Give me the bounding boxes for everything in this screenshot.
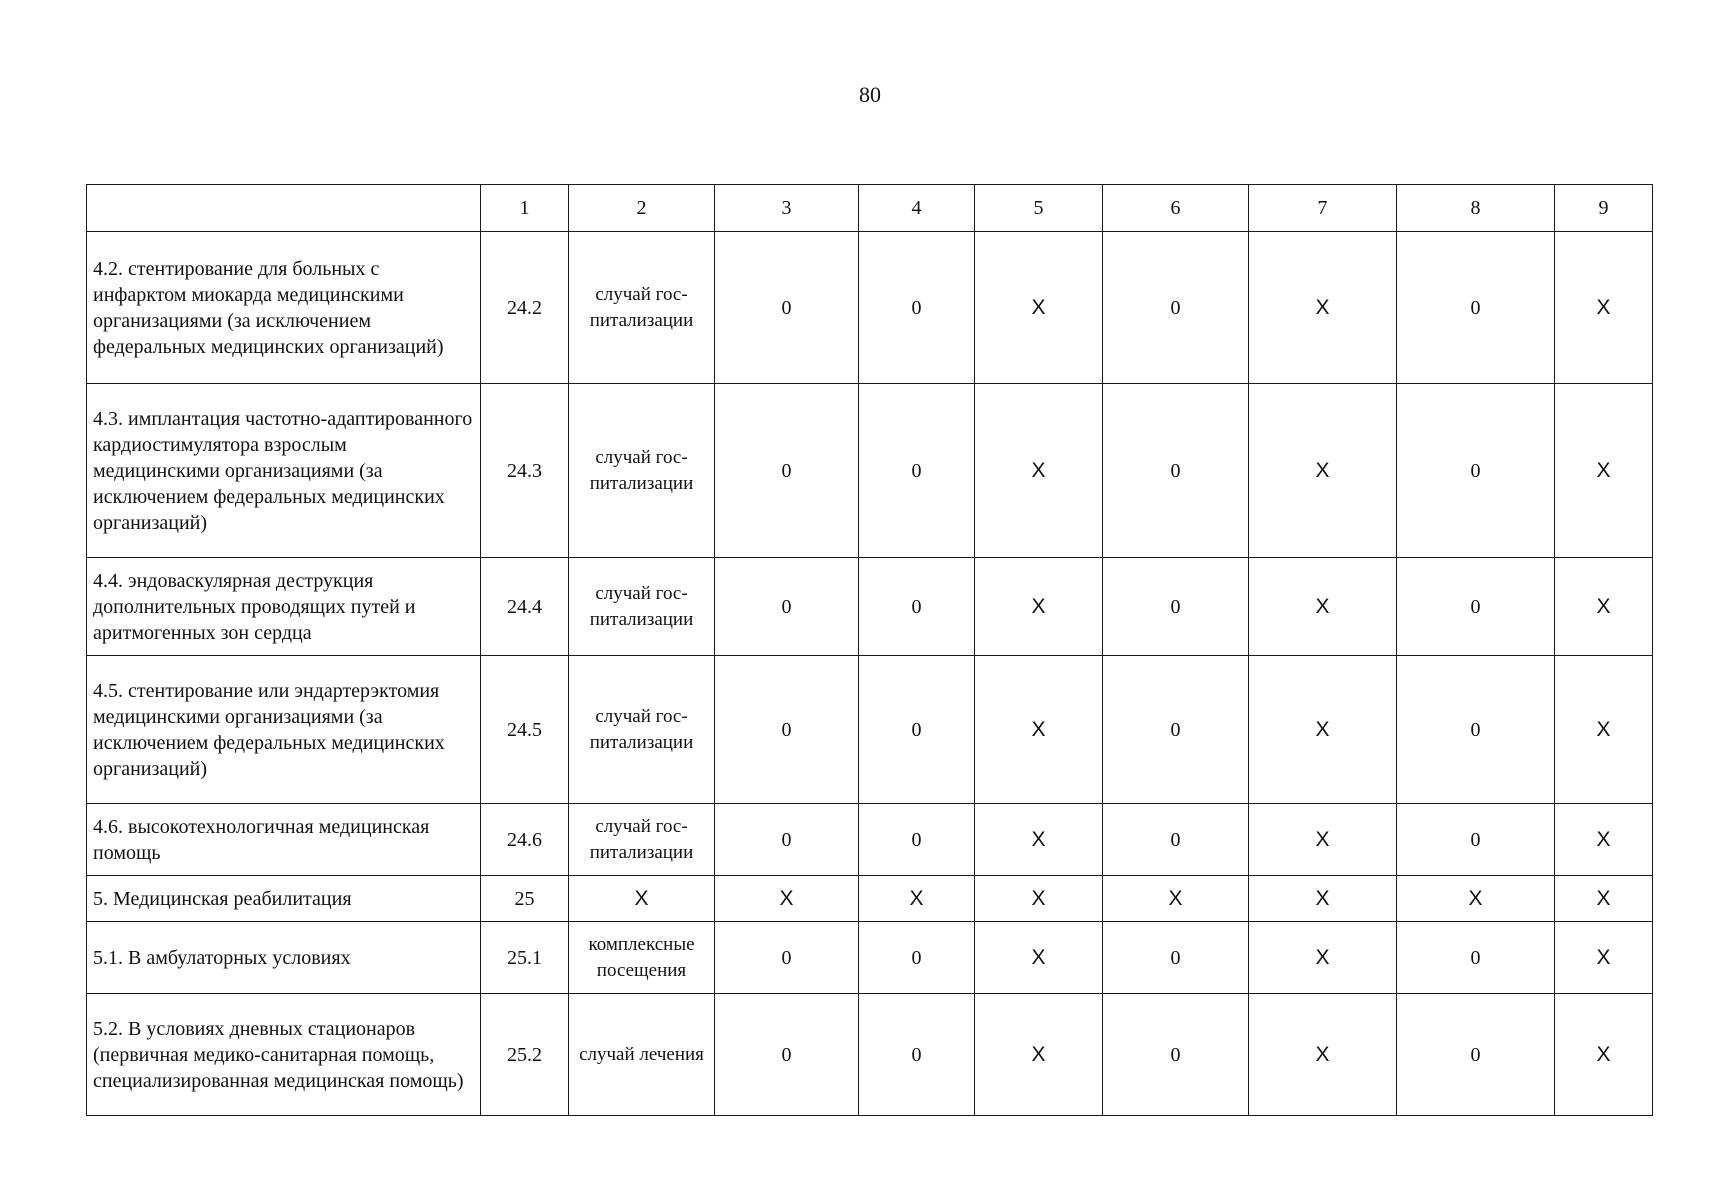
unit-text: случай гос-питализации [589, 582, 694, 630]
cell-col8: 0 [1397, 922, 1555, 994]
table-row [87, 922, 1653, 994]
cell-col4: 0 [859, 804, 975, 876]
cell-col9: X [1555, 232, 1653, 384]
cell-col9: X [1555, 384, 1653, 558]
cell-col3: 0 [715, 804, 859, 876]
cell-col4: 0 [859, 232, 975, 384]
cell-col3: 0 [715, 994, 859, 1116]
header-cell-1: 1 [481, 185, 569, 232]
cell-col6: X [1103, 876, 1249, 922]
cell-col9: X [1555, 558, 1653, 656]
row-code: 24.6 [481, 804, 569, 876]
row-unit [569, 656, 715, 804]
row-description: 4.6. высокотехнологичная медицинская помощь [87, 804, 481, 876]
cell-col7: X [1249, 558, 1397, 656]
header-cell-8: 8 [1397, 185, 1555, 232]
cell-col3: 0 [715, 922, 859, 994]
row-unit [569, 558, 715, 656]
table-row [87, 804, 1653, 876]
header-cell-6: 6 [1103, 185, 1249, 232]
cell-col5: X [975, 656, 1103, 804]
cell-col4: 0 [859, 922, 975, 994]
table-row [87, 876, 1653, 922]
cell-col9: X [1555, 922, 1653, 994]
cell-col8: 0 [1397, 804, 1555, 876]
cell-col6: 0 [1103, 656, 1249, 804]
cell-col7: X [1249, 994, 1397, 1116]
cell-col4: 0 [859, 558, 975, 656]
cell-col8: 0 [1397, 384, 1555, 558]
cell-col3: 0 [715, 558, 859, 656]
cell-col6: 0 [1103, 922, 1249, 994]
cell-col8: 0 [1397, 558, 1555, 656]
cell-col3: 0 [715, 384, 859, 558]
cell-col9: X [1555, 994, 1653, 1116]
header-cell-7: 7 [1249, 185, 1397, 232]
cell-col5: X [975, 922, 1103, 994]
table-row [87, 558, 1653, 656]
cell-col4: 0 [859, 994, 975, 1116]
cell-col9: X [1555, 804, 1653, 876]
table-row [87, 656, 1653, 804]
cell-col3: X [715, 876, 859, 922]
row-description: 4.2. стентирование для больных с инфарктом миокарда медицинскими организациями (за исключением федеральных медицинских организаций) [87, 232, 481, 384]
header-cell-4: 4 [859, 185, 975, 232]
row-description: 5.2. В условиях дневных стационаров (первичная медико-санитарная помощь, специализированная медицинская помощь) [87, 994, 481, 1116]
cell-col4: 0 [859, 656, 975, 804]
row-code: 25.2 [481, 994, 569, 1116]
page-number: 80 [859, 82, 881, 107]
row-description: 4.3. имплантация частотно-адаптированного кардиостимулятора взрослым медицинскими организациями (за исключением федеральных медицинских организаций) [87, 384, 481, 558]
unit-text: случай гос-питализации [589, 283, 694, 331]
row-unit [569, 994, 715, 1116]
cell-col7: X [1249, 384, 1397, 558]
row-description: 5.1. В амбулаторных условиях [87, 922, 481, 994]
table-row [87, 994, 1653, 1116]
cell-col6: 0 [1103, 994, 1249, 1116]
unit-text: случай гос-питализации [589, 815, 694, 863]
row-unit [569, 922, 715, 994]
cell-col5: X [975, 384, 1103, 558]
cell-col7: X [1249, 876, 1397, 922]
header-cell-9: 9 [1555, 185, 1653, 232]
data-table [86, 184, 1653, 1116]
cell-col3: 0 [715, 656, 859, 804]
cell-col5: X [975, 994, 1103, 1116]
cell-col7: X [1249, 656, 1397, 804]
row-description: 5. Медицинская реабилитация [87, 876, 481, 922]
cell-col5: X [975, 804, 1103, 876]
cell-col6: 0 [1103, 232, 1249, 384]
cell-col6: 0 [1103, 804, 1249, 876]
cell-col4: X [859, 876, 975, 922]
row-code: 24.4 [481, 558, 569, 656]
header-cell-5: 5 [975, 185, 1103, 232]
row-code: 24.5 [481, 656, 569, 804]
cell-col6: 0 [1103, 558, 1249, 656]
cell-col3: 0 [715, 232, 859, 384]
unit-text: комплексные посещения [588, 933, 695, 981]
row-unit [569, 384, 715, 558]
header-cell-empty [87, 185, 481, 232]
cell-col8: 0 [1397, 656, 1555, 804]
row-description: 4.5. стентирование или эндартерэктомия медицинскими организациями (за исключением федеральных медицинских организаций) [87, 656, 481, 804]
cell-col5: X [975, 558, 1103, 656]
table-header-row [87, 185, 1653, 232]
unit-text: случай гос-питализации [589, 705, 694, 753]
row-description: 4.4. эндоваскулярная деструкция дополнительных проводящих путей и аритмогенных зон сердца [87, 558, 481, 656]
unit-text: случай гос-питализации [589, 446, 694, 494]
cell-col9: X [1555, 656, 1653, 804]
cell-col7: X [1249, 232, 1397, 384]
row-unit [569, 876, 715, 922]
cell-col5: X [975, 876, 1103, 922]
cell-col6: 0 [1103, 384, 1249, 558]
cell-col8: 0 [1397, 994, 1555, 1116]
cell-col4: 0 [859, 384, 975, 558]
cell-col9: X [1555, 876, 1653, 922]
row-unit [569, 804, 715, 876]
row-unit [569, 232, 715, 384]
row-code: 25.1 [481, 922, 569, 994]
header-cell-2: 2 [569, 185, 715, 232]
table-row [87, 232, 1653, 384]
row-code: 24.2 [481, 232, 569, 384]
cell-col7: X [1249, 922, 1397, 994]
row-code: 24.3 [481, 384, 569, 558]
header-cell-3: 3 [715, 185, 859, 232]
cell-col7: X [1249, 804, 1397, 876]
cell-col5: X [975, 232, 1103, 384]
table-row [87, 384, 1653, 558]
row-code: 25 [481, 876, 569, 922]
unit-text: X [634, 886, 649, 910]
cell-col8: X [1397, 876, 1555, 922]
cell-col8: 0 [1397, 232, 1555, 384]
unit-text: случай лечения [579, 1044, 704, 1065]
